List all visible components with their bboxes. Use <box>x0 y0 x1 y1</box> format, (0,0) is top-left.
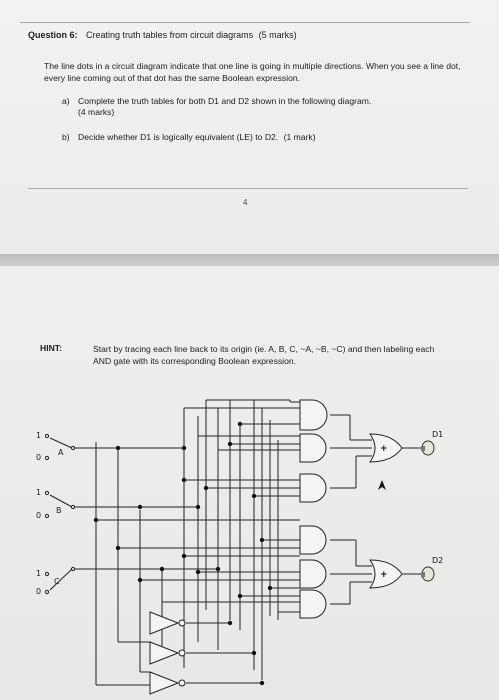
switch-a-label: A <box>58 448 64 457</box>
hint-text: Start by tracing each line back to its origin (ie. A, B, C, ~A, ~B, ~C) and then labeling each AND gate with its corresponding Boolean expression. <box>93 344 435 366</box>
question-label: Question 6: <box>28 30 78 40</box>
question-marks: (5 marks) <box>258 30 297 40</box>
circuit-diagram <box>0 380 499 698</box>
switch-b-zero: 0 <box>36 511 42 520</box>
not-gates <box>150 612 185 694</box>
or-plus-d2: + <box>380 570 388 580</box>
part-a-marks: (4 marks) <box>78 107 115 117</box>
cursor-arrow-icon <box>378 480 386 490</box>
circuit-wires <box>74 400 422 685</box>
hint-label: HINT: <box>40 343 62 353</box>
not-gate-3 <box>150 672 178 694</box>
junction-dots <box>94 422 272 685</box>
switch-c-zero: 0 <box>36 587 42 596</box>
part-a <box>62 96 462 118</box>
question-heading <box>28 30 297 40</box>
not-gate-1 <box>150 612 178 634</box>
or-plus-d1: + <box>380 444 388 454</box>
or-plus-signs <box>380 444 388 580</box>
and-gate-2 <box>300 434 326 462</box>
question-intro: The line dots in a circuit diagram indicate that one line is going in multiple directions. When you see a line dot, every line coming out of that dot has the same Boolean expression. <box>44 61 461 83</box>
switch-a <box>36 431 75 462</box>
switch-a-zero: 0 <box>36 453 42 462</box>
bulb-d2 <box>421 556 443 581</box>
and-gate-5 <box>300 560 326 588</box>
switch-b <box>36 488 75 520</box>
part-b-text: Decide whether D1 is logically equivalent (LE) to D2. <box>78 132 279 142</box>
and-gate-6 <box>300 590 326 618</box>
and-gate-1 <box>300 400 327 430</box>
question-title: Creating truth tables from circuit diagrams <box>86 30 254 40</box>
part-a-marker: a) <box>62 96 70 106</box>
and-gates <box>300 400 327 618</box>
or-gates <box>370 434 402 588</box>
page-separator <box>0 254 499 266</box>
bulb-d1 <box>421 430 443 455</box>
footer-rule <box>28 188 468 189</box>
part-a-text: Complete the truth tables for both D1 and D2 shown in the following diagram. <box>78 96 372 106</box>
switch-c-label: C <box>54 577 60 586</box>
and-gate-3 <box>300 474 326 502</box>
page-number: 4 <box>243 198 248 207</box>
and-gate-4 <box>300 526 326 554</box>
output-label-d1: D1 <box>432 430 444 439</box>
switches <box>36 431 75 596</box>
switch-a-one: 1 <box>36 431 42 440</box>
top-rule <box>20 22 470 23</box>
switch-b-one: 1 <box>36 488 42 497</box>
part-b <box>62 132 462 143</box>
switch-c-one: 1 <box>36 569 42 578</box>
output-label-d2: D2 <box>432 556 444 565</box>
part-b-marker: b) <box>62 132 70 142</box>
switch-c <box>36 567 75 596</box>
not-gate-2 <box>150 642 178 664</box>
switch-b-label: B <box>56 506 62 515</box>
part-b-marks: (1 mark) <box>283 132 316 142</box>
